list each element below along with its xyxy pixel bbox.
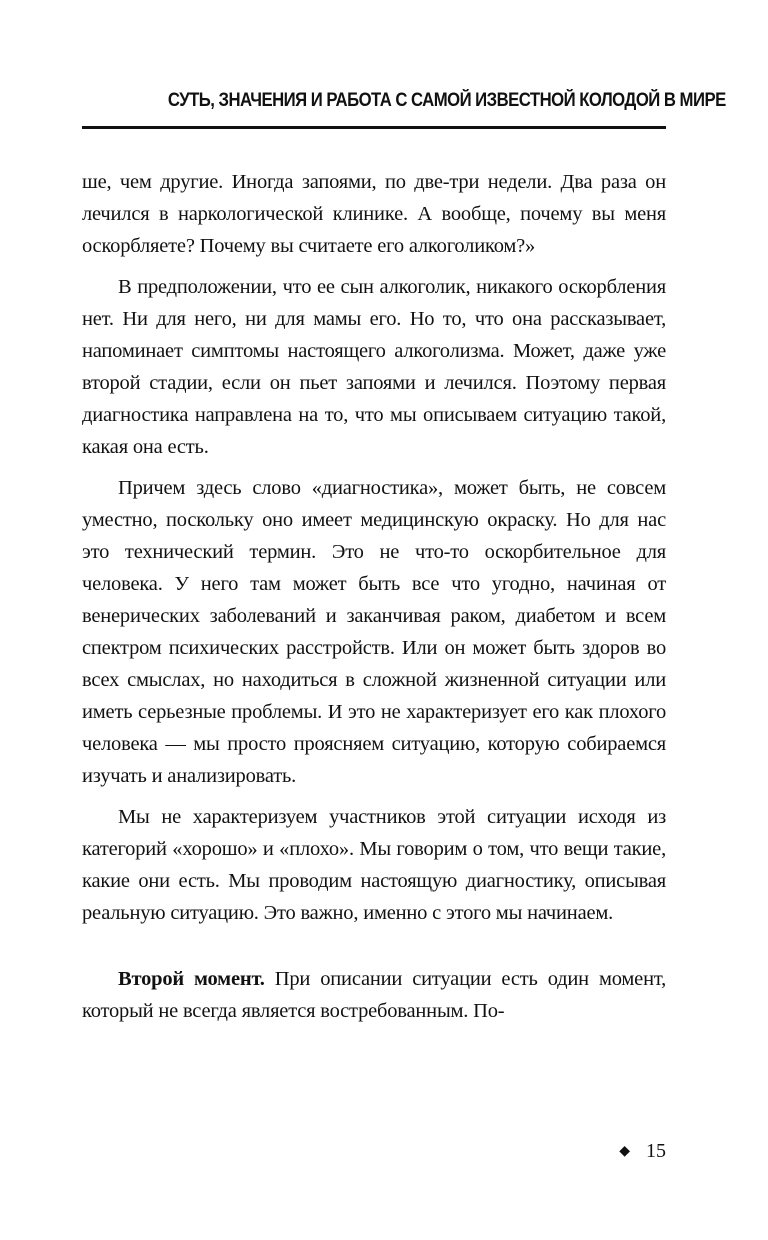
- header-rule: [82, 126, 666, 129]
- paragraph-5-lead: Второй момент.: [118, 968, 265, 990]
- page-number: 15: [646, 1140, 666, 1162]
- paragraph-4: Мы не характеризуем участников этой ситуации исходя из категорий «хорошо» и «плохо». Мы говорим о том, что вещи такие, какие они есть. Мы проводим настоящую диагностику, описывая реальную ситуацию. Это важно, именно с этого мы начинаем.: [82, 806, 666, 924]
- paragraph-2: В предположении, что ее сын алкоголик, никакого оскорбления нет. Ни для него, ни для мамы его. Но то, что она рассказывает, напоминает симптомы настоящего алкоголизма. Может, даже уже второй стадии, если он пьет запоями и лечился. Поэтому первая диагностика направлена на то, что мы описываем ситуацию такой, какая она есть.: [82, 276, 666, 458]
- paragraph-1: ше, чем другие. Иногда запоями, по две-три недели. Два раза он лечился в наркологической клинике. А вообще, почему вы меня оскорбляете? Почему вы считаете его алкоголиком?»: [82, 171, 666, 257]
- body-text: [82, 166, 666, 1027]
- running-head: СУТЬ, ЗНАЧЕНИЯ И РАБОТА С САМОЙ ИЗВЕСТНОЙ КОЛОДОЙ В МИРЕ: [167, 90, 726, 111]
- paragraph-3: Причем здесь слово «диагностика», может быть, не совсем уместно, поскольку оно имеет медицинскую окраску. Но для нас это технический термин. Это не что-то оскорбительное для человека. У него там может быть все что угодно, начиная от венерических заболеваний и заканчивая раком, диабетом и всем спектром психических расстройств. Или он может быть здоров во всех смыслах, но находиться в сложной жизненной ситуации или иметь серьезные проблемы. И это не характеризует его как плохого человека — мы просто проясняем ситуацию, которую собираемся изучать и анализировать.: [82, 477, 666, 787]
- paragraph-5-text: При описании ситуации есть один момент, который не всегда является востребованным. По-: [82, 968, 666, 1022]
- paragraph-5: [82, 963, 666, 1027]
- diamond-icon: ◆: [619, 1144, 630, 1159]
- page-footer: [580, 1138, 666, 1165]
